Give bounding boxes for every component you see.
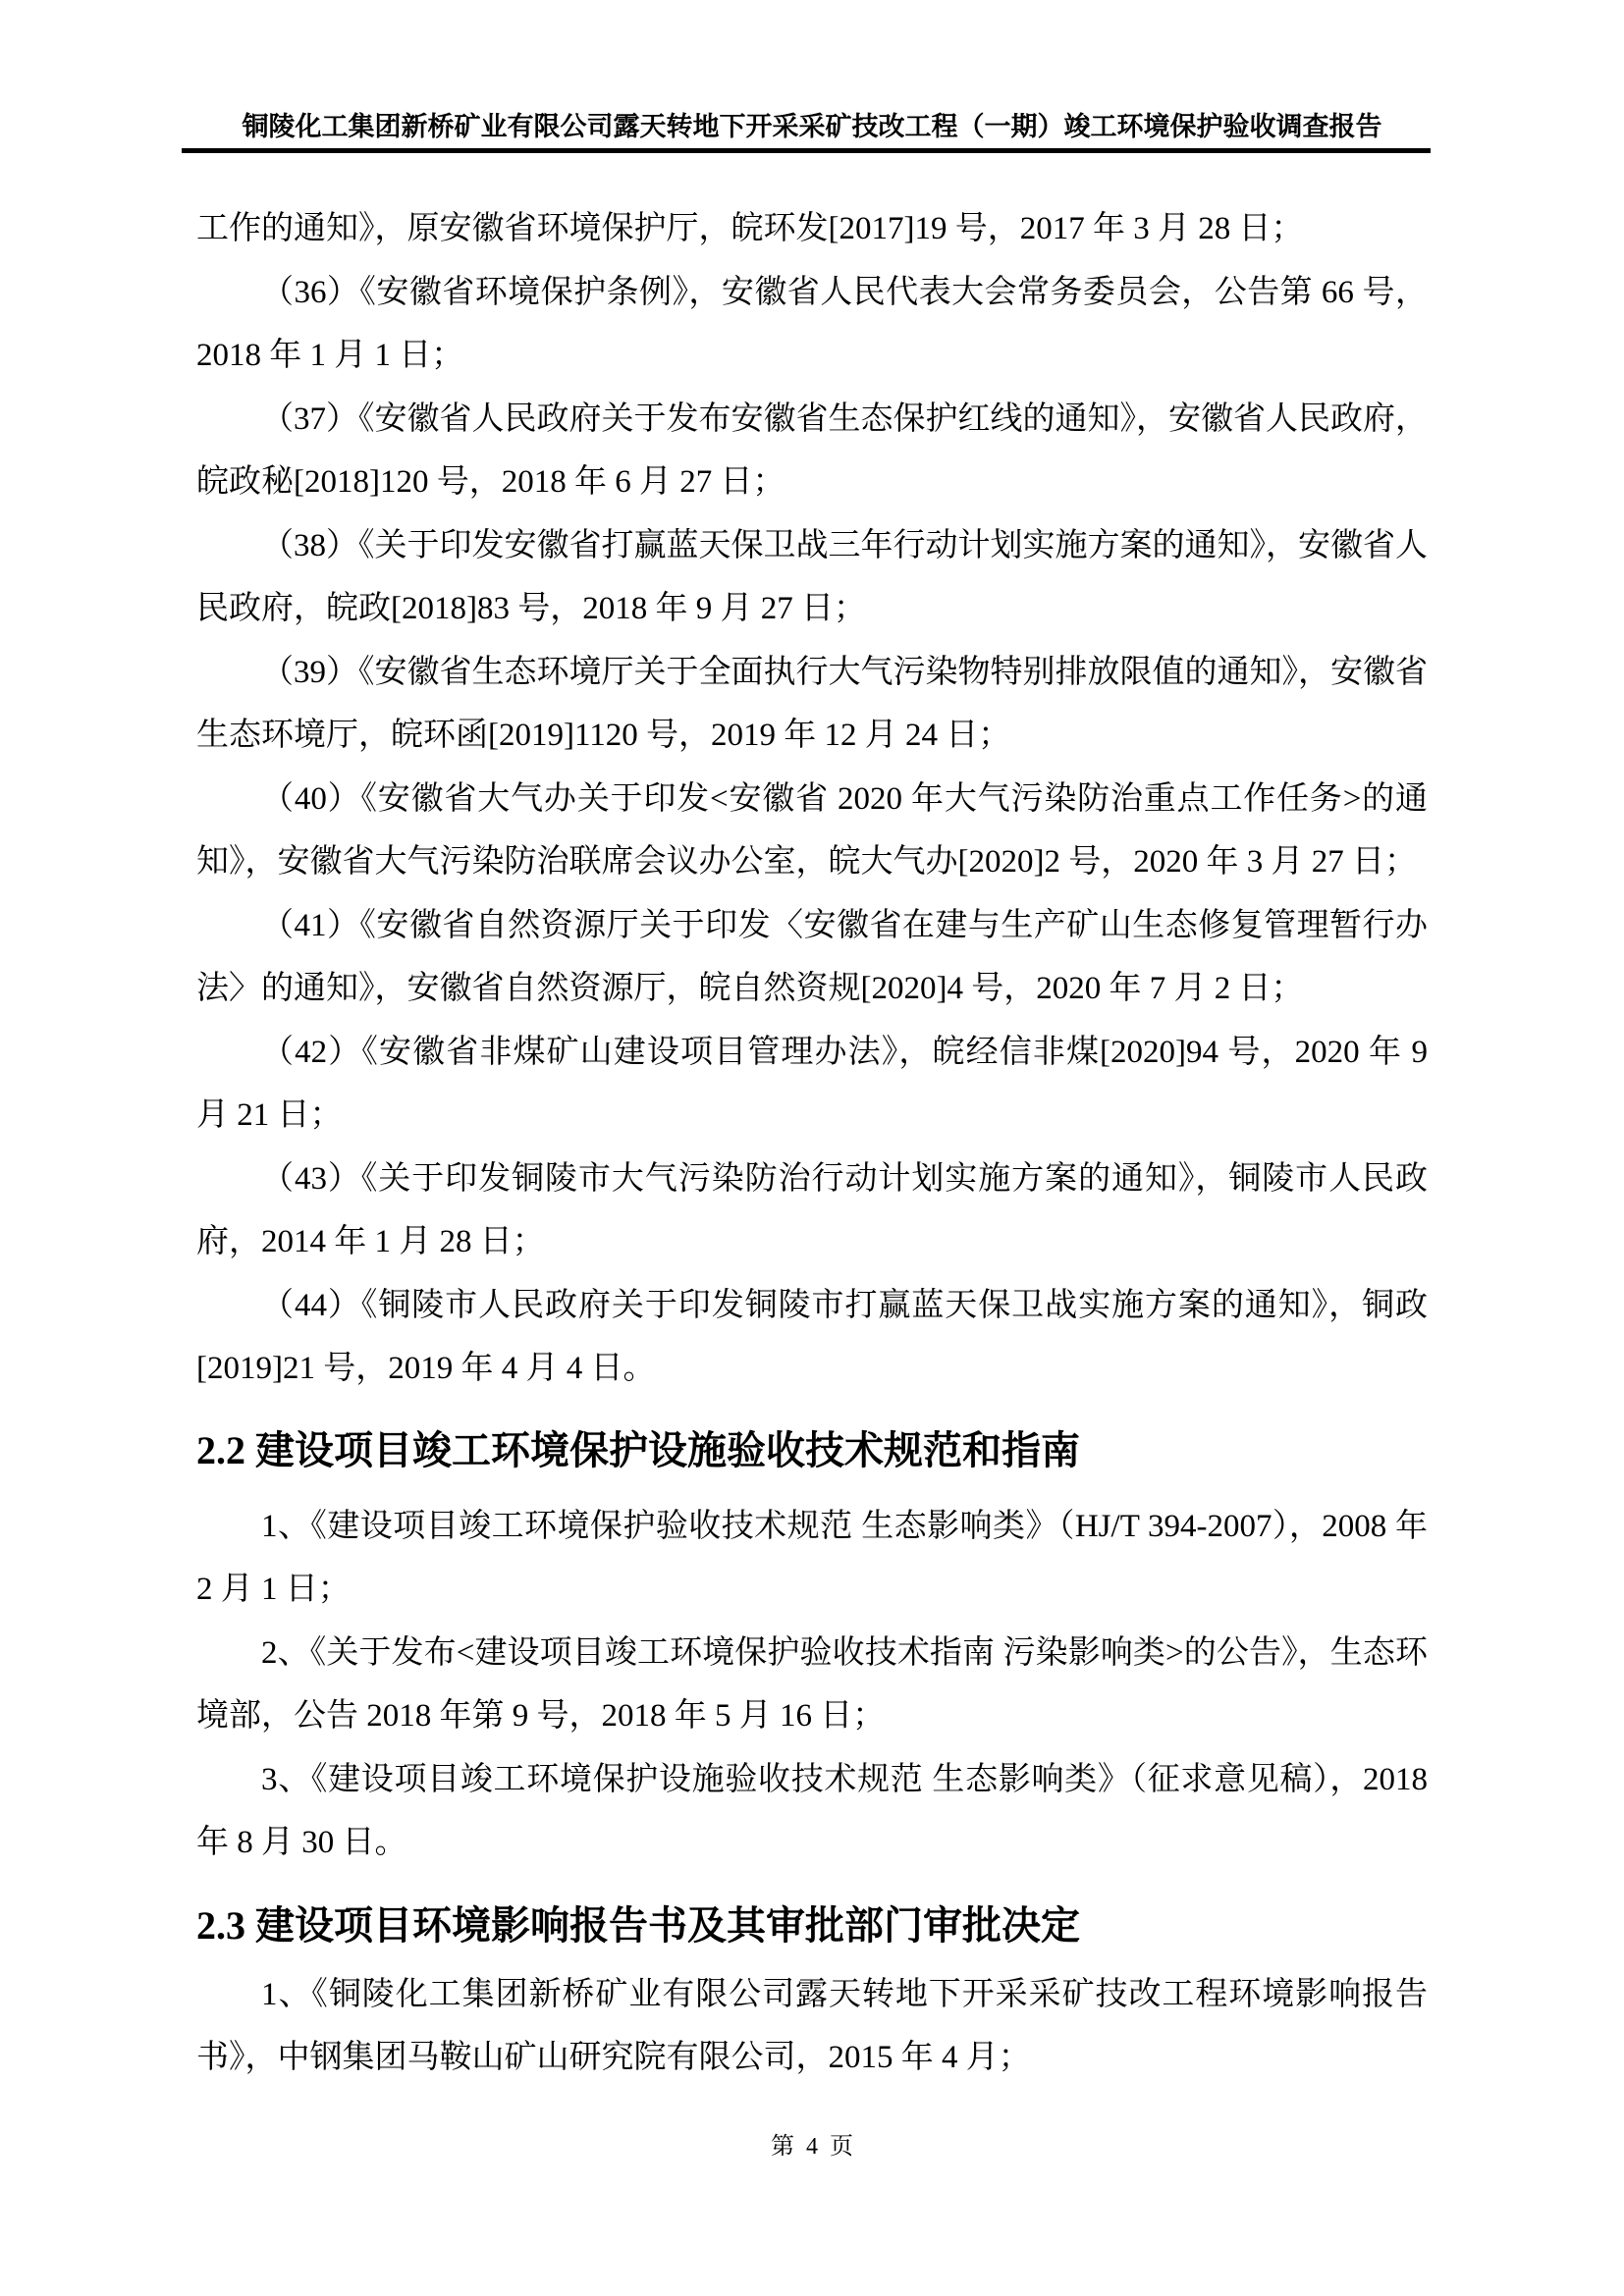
paragraph-item-39: （39）《安徽省生态环境厅关于全面执行大气污染物特别排放限值的通知》，安徽省生态环境厅，皖环函[2019]1120 号，2019 年 12 月 24 日； <box>196 654 1428 753</box>
section-2-2-item-1: 1、《建设项目竣工环境保护验收技术规范 生态影响类》（HJ/T 394-2007），2008 年 2 月 1 日； <box>196 1508 1428 1607</box>
page-number: 第 4 页 <box>771 2134 853 2160</box>
paragraph-item-38: （38）《关于印发安徽省打赢蓝天保卫战三年行动计划实施方案的通知》，安徽省人民政府，皖政[2018]83 号，2018 年 9 月 27 日； <box>196 527 1428 626</box>
paragraph-item-43: （43）《关于印发铜陵市大气污染防治行动计划实施方案的通知》，铜陵市人民政府，2014 年 1 月 28 日； <box>196 1160 1428 1259</box>
paragraph-item-40: （40）《安徽省大气办关于印发<安徽省 2020 年大气污染防治重点工作任务>的通知》，安徽省大气污染防治联席会议办公室，皖大气办[2020]2 号，2020 年 3 月 27 日； <box>196 780 1428 880</box>
page-footer <box>0 2132 1624 2162</box>
paragraph-item-42: （42）《安徽省非煤矿山建设项目管理办法》，皖经信非煤[2020]94 号，2020 年 9 月 21 日； <box>196 1034 1428 1133</box>
section-2-2-item-2: 2、《关于发布<建设项目竣工环境保护验收技术指南 污染影响类>的公告》，生态环境部，公告 2018 年第 9 号，2018 年 5 月 16 日； <box>196 1634 1428 1734</box>
section-2-3-item-1: 1、《铜陵化工集团新桥矿业有限公司露天转地下开采采矿技改工程环境影响报告书》，中钢集团马鞍山矿山研究院有限公司，2015 年 4 月； <box>196 1976 1428 2075</box>
header-rule <box>182 148 1431 153</box>
section-heading-2-2: 2.2 建设项目竣工环境保护设施验收技术规范和指南 <box>196 1427 1080 1472</box>
paragraph-item-36: （36）《安徽省环境保护条例》，安徽省人民代表大会常务委员会，公告第 66 号，2018 年 1 月 1 日； <box>196 274 1428 373</box>
paragraph-item-37: （37）《安徽省人民政府关于发布安徽省生态保护红线的通知》，安徽省人民政府，皖政秘[2018]120 号，2018 年 6 月 27 日； <box>196 400 1428 500</box>
header-title: 铜陵化工集团新桥矿业有限公司露天转地下开采采矿技改工程（一期）竣工环境保护验收调查报告 <box>242 112 1382 141</box>
paragraph-item-41: （41）《安徽省自然资源厅关于印发〈安徽省在建与生产矿山生态修复管理暂行办法〉的通知》，安徽省自然资源厅，皖自然资规[2020]4 号，2020 年 7 月 2 日； <box>196 907 1428 1006</box>
section-2-2-item-3: 3、《建设项目竣工环境保护设施验收技术规范 生态影响类》（征求意见稿），2018 年 8 月 30 日。 <box>196 1761 1428 1860</box>
paragraph-continuation: 工作的通知》，原安徽省环境保护厅，皖环发[2017]19 号，2017 年 3 月 28 日； <box>196 211 1304 246</box>
document-body <box>196 197 1428 2090</box>
section-heading-2-3: 2.3 建设项目环境影响报告书及其审批部门审批决定 <box>196 1902 1080 1948</box>
paragraph-item-44: （44）《铜陵市人民政府关于印发铜陵市打赢蓝天保卫战实施方案的通知》，铜政[2019]21 号，2019 年 4 月 4 日。 <box>196 1287 1428 1386</box>
